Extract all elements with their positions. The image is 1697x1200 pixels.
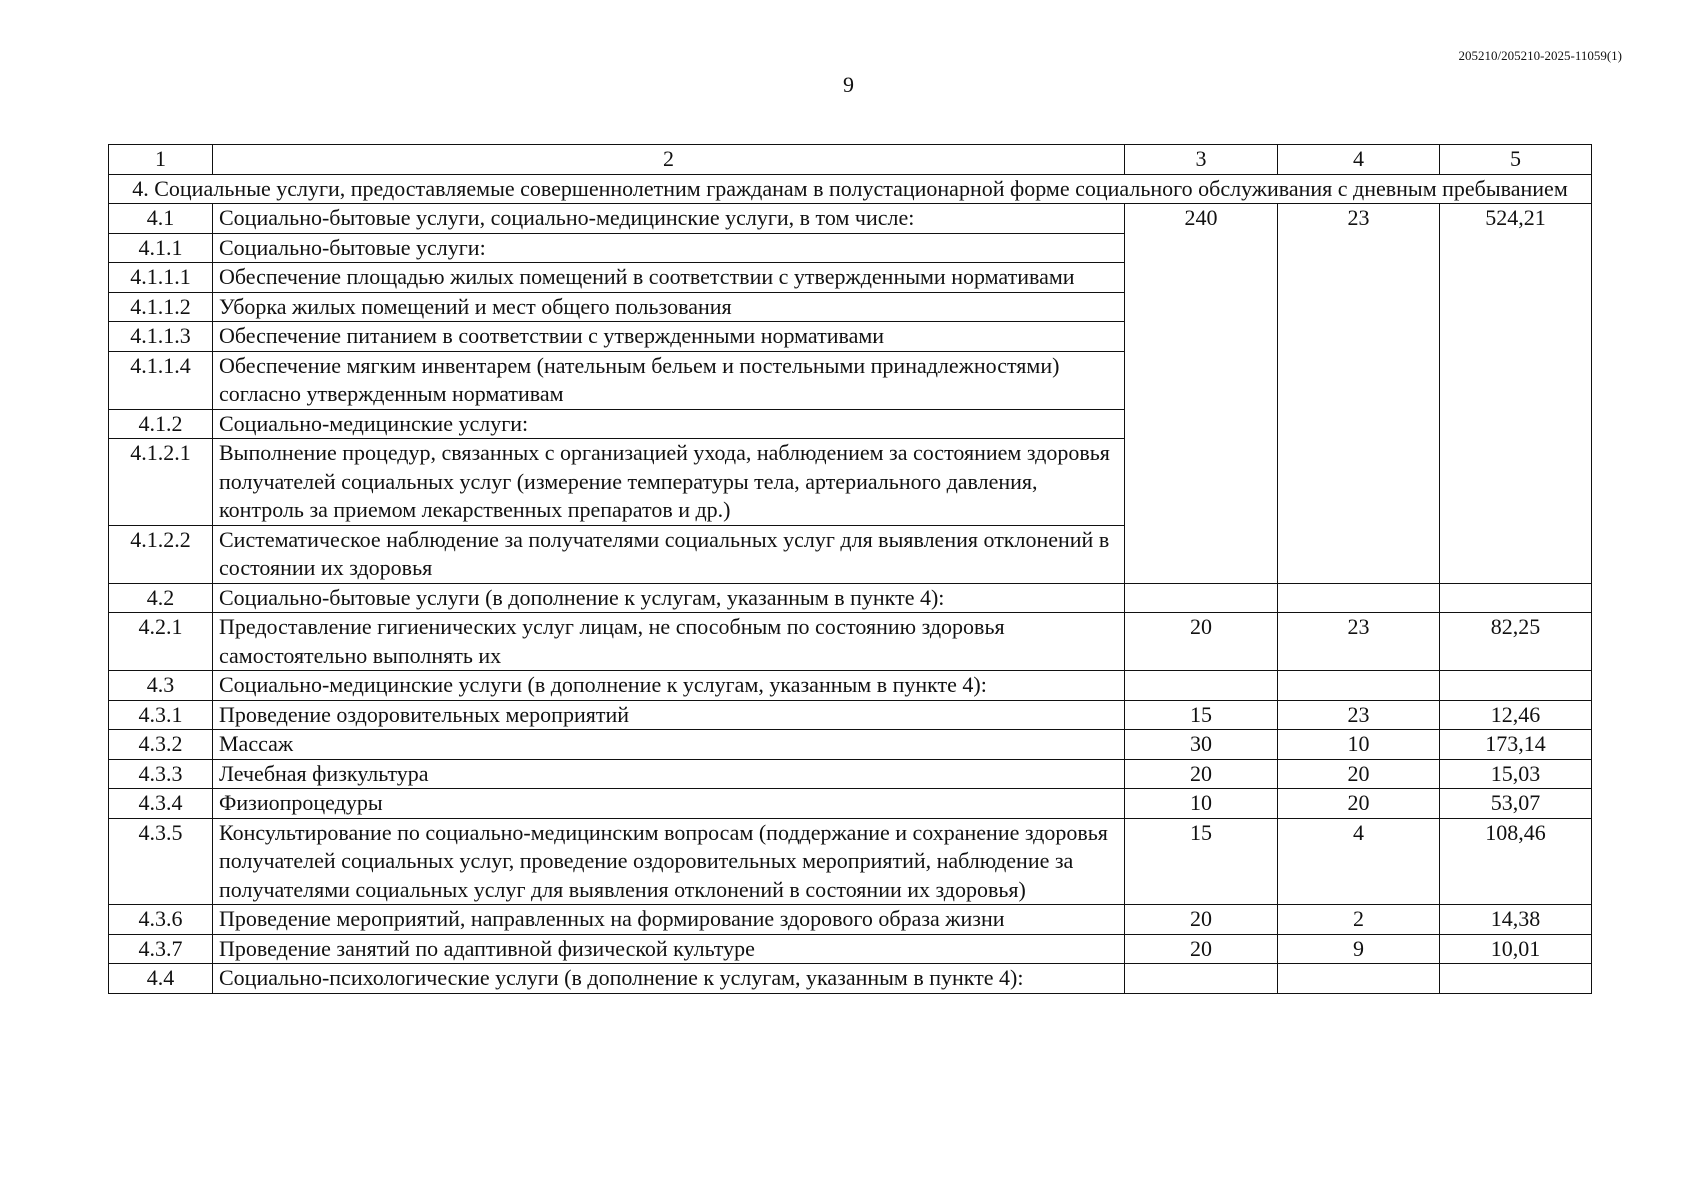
table-row (109, 905, 1592, 935)
row-col5: 15,03 (1440, 759, 1592, 789)
group-value-col5: 524,21 (1440, 204, 1592, 584)
table-row (109, 759, 1592, 789)
row-col3 (1125, 583, 1278, 613)
row-code: 4.3.6 (109, 905, 213, 935)
row-col5 (1440, 671, 1592, 701)
row-col5: 53,07 (1440, 789, 1592, 819)
row-col5: 173,14 (1440, 730, 1592, 760)
row-name: Обеспечение мягким инвентарем (нательным бельем и постельными принадлежностями) согласно утвержденным нормативам (213, 351, 1125, 409)
row-name: Социально-медицинские услуги (в дополнение к услугам, указанным в пункте 4): (213, 671, 1125, 701)
page-number: 9 (843, 72, 854, 97)
row-name: Предоставление гигиенических услуг лицам, не способным по состоянию здоровья самостоятельно выполнять их (213, 613, 1125, 671)
row-code: 4.3 (109, 671, 213, 701)
row-col3: 10 (1125, 789, 1278, 819)
row-name: Выполнение процедур, связанных с организацией ухода, наблюдением за состоянием здоровья получателей социальных услуг (измерение температуры тела, артериального давления, контроль за приемом лекарственных препаратов и др.) (213, 439, 1125, 526)
row-col3: 20 (1125, 934, 1278, 964)
row-code: 4.1.2.2 (109, 525, 213, 583)
row-col4 (1278, 671, 1440, 701)
row-code: 4.1.1.3 (109, 322, 213, 352)
row-col5 (1440, 583, 1592, 613)
table-row (109, 613, 1592, 671)
row-col4: 2 (1278, 905, 1440, 935)
row-col3: 15 (1125, 700, 1278, 730)
table-row (109, 583, 1592, 613)
services-table (108, 144, 1592, 994)
row-code: 4.3.4 (109, 789, 213, 819)
row-col4: 23 (1278, 700, 1440, 730)
document-id: 205210/205210-2025-11059(1) (1458, 48, 1622, 63)
table-row (109, 204, 1592, 234)
row-code: 4.3.7 (109, 934, 213, 964)
row-name: Систематическое наблюдение за получателями социальных услуг для выявления отклонений в состоянии их здоровья (213, 525, 1125, 583)
row-name: Социально-бытовые услуги, социально-медицинские услуги, в том числе: (213, 204, 1125, 234)
row-name: Проведение оздоровительных мероприятий (213, 700, 1125, 730)
row-col3: 20 (1125, 613, 1278, 671)
row-code: 4.1.1.4 (109, 351, 213, 409)
table-row (109, 934, 1592, 964)
table-header-row (109, 145, 1592, 175)
row-col4: 9 (1278, 934, 1440, 964)
row-col3: 20 (1125, 905, 1278, 935)
table-row (109, 818, 1592, 905)
row-code: 4.3.5 (109, 818, 213, 905)
column-header-5: 5 (1440, 145, 1592, 175)
row-col4: 20 (1278, 759, 1440, 789)
row-col3 (1125, 671, 1278, 701)
row-col4: 10 (1278, 730, 1440, 760)
row-code: 4.1.2.1 (109, 439, 213, 526)
row-name: Социально-психологические услуги (в дополнение к услугам, указанным в пункте 4): (213, 964, 1125, 994)
row-col5: 10,01 (1440, 934, 1592, 964)
row-col3: 30 (1125, 730, 1278, 760)
row-code: 4.4 (109, 964, 213, 994)
row-code: 4.3.3 (109, 759, 213, 789)
column-header-1: 1 (109, 145, 213, 175)
row-col4: 4 (1278, 818, 1440, 905)
row-code: 4.3.1 (109, 700, 213, 730)
table-row (109, 964, 1592, 994)
row-name: Массаж (213, 730, 1125, 760)
row-code: 4.2 (109, 583, 213, 613)
table-row (109, 789, 1592, 819)
table-row (109, 730, 1592, 760)
group-value-col4: 23 (1278, 204, 1440, 584)
row-col3: 15 (1125, 818, 1278, 905)
row-name: Обеспечение питанием в соответствии с утвержденными нормативами (213, 322, 1125, 352)
row-code: 4.1.1 (109, 233, 213, 263)
row-name: Проведение мероприятий, направленных на формирование здорового образа жизни (213, 905, 1125, 935)
row-code: 4.1.2 (109, 409, 213, 439)
column-header-4: 4 (1278, 145, 1440, 175)
row-col4 (1278, 964, 1440, 994)
row-code: 4.3.2 (109, 730, 213, 760)
row-name: Проведение занятий по адаптивной физической культуре (213, 934, 1125, 964)
row-name: Социально-бытовые услуги: (213, 233, 1125, 263)
row-name: Физиопроцедуры (213, 789, 1125, 819)
section-title-row (109, 174, 1592, 204)
row-code: 4.2.1 (109, 613, 213, 671)
row-name: Социально-бытовые услуги (в дополнение к услугам, указанным в пункте 4): (213, 583, 1125, 613)
row-col4 (1278, 583, 1440, 613)
row-col3: 20 (1125, 759, 1278, 789)
row-col3 (1125, 964, 1278, 994)
row-name: Обеспечение площадью жилых помещений в соответствии с утвержденными нормативами (213, 263, 1125, 293)
row-col5 (1440, 964, 1592, 994)
column-header-3: 3 (1125, 145, 1278, 175)
row-name: Социально-медицинские услуги: (213, 409, 1125, 439)
row-name: Лечебная физкультура (213, 759, 1125, 789)
row-col5: 82,25 (1440, 613, 1592, 671)
row-col5: 108,46 (1440, 818, 1592, 905)
table-row (109, 700, 1592, 730)
row-name: Уборка жилых помещений и мест общего пользования (213, 292, 1125, 322)
row-code: 4.1 (109, 204, 213, 234)
section-title: 4. Социальные услуги, предоставляемые совершеннолетним гражданам в полустационарной форме социального обслуживания с дневным пребыванием (109, 174, 1592, 204)
row-col5: 12,46 (1440, 700, 1592, 730)
row-col4: 20 (1278, 789, 1440, 819)
row-col4: 23 (1278, 613, 1440, 671)
column-header-2: 2 (213, 145, 1125, 175)
group-value-col3: 240 (1125, 204, 1278, 584)
table-row (109, 671, 1592, 701)
row-col5: 14,38 (1440, 905, 1592, 935)
row-code: 4.1.1.2 (109, 292, 213, 322)
row-name: Консультирование по социально-медицинским вопросам (поддержание и сохранение здоровья получателей социальных услуг, проведение оздоровительных мероприятий, наблюдение за получателями социальных услуг для выявления отклонений в состоянии их здоровья) (213, 818, 1125, 905)
row-code: 4.1.1.1 (109, 263, 213, 293)
